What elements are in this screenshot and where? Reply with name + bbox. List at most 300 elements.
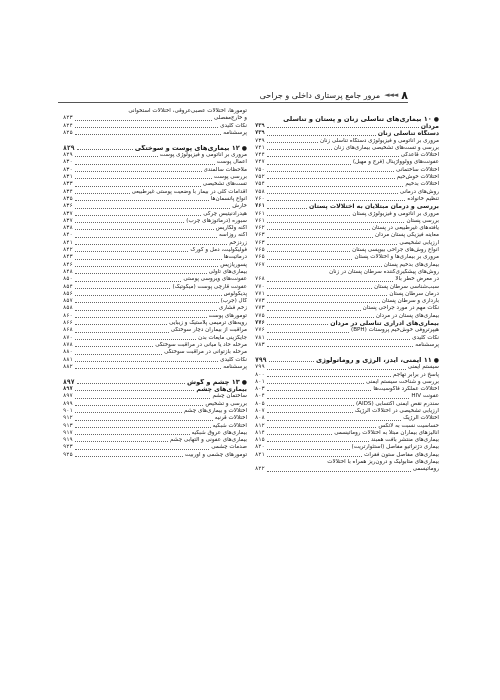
toc-entry (63, 130, 247, 137)
entry-page-number: ۷۳۹ (255, 130, 265, 137)
entry-title: روش‌های پیشگیری‌کننده سرطان پستان در زنان (329, 268, 439, 275)
entry-page-number: ۸۳۶ (63, 203, 73, 210)
entry-page-number: ۹۰۱ (63, 407, 73, 414)
dot-leader (267, 281, 394, 282)
toc-entry (63, 276, 247, 283)
entry-page-number: ۸۰۷ (255, 407, 265, 414)
toc-entry (255, 225, 439, 232)
entry-title: اختلالات عملکرد فاگوسیت‌ها (373, 386, 439, 393)
toc-entry (63, 108, 247, 115)
entry-page-number: ۸۹۷ (63, 386, 73, 393)
entry-page-number: ۸۳۸ (63, 225, 73, 232)
entry-title: روماتیسمی (412, 466, 439, 473)
dot-leader (75, 427, 211, 428)
dot-leader (267, 259, 353, 260)
entry-title: پاسخ در برابر تهاجم (393, 371, 439, 378)
dot-leader (267, 412, 353, 413)
entry-title: ۱۱ ایمنی، ایدز، آلرژی و روماتولوژی (316, 356, 432, 364)
toc-entry (63, 218, 247, 225)
entry-title: تومورها، اختلالات عصبی‌عروقی، اختلالات استخوانی (128, 108, 247, 114)
entry-title: معاینه فیزیکی پستان مردان (374, 232, 439, 239)
toc-entry (255, 305, 439, 312)
dot-leader (267, 222, 405, 223)
entry-title: بررسی و تست‌های تشخیصی بیماری‌های زنان (333, 144, 439, 151)
toc-entry (63, 196, 247, 203)
entry-title: دستگاه تناسلی زنان (377, 130, 439, 138)
chapter-bullet-icon: ● (433, 115, 439, 123)
entry-page-number: ۸۲۱ (255, 451, 265, 458)
toc-entry (63, 269, 247, 276)
dot-leader (267, 471, 411, 472)
toc-entry (63, 393, 247, 400)
toc-entry (63, 327, 247, 334)
entry-title: پرسشنامه (223, 129, 247, 136)
entry-page-number: ۸۴۱ (63, 239, 73, 246)
entry-page-number: ۸۱۲ (255, 422, 265, 429)
dot-leader (75, 222, 185, 223)
entry-page-number: ۸۲۹ (63, 143, 75, 152)
dot-leader (75, 193, 130, 194)
entry-title: مروری بر بیماری‌ها و اختلالات پستان (354, 254, 439, 261)
dot-leader (267, 266, 382, 267)
dot-leader (75, 361, 218, 362)
entry-title: بیماری‌های چشم (196, 386, 247, 394)
toc-entry (63, 181, 247, 188)
entry-page-number: ۸۳۳ (63, 181, 73, 188)
toc-entry (255, 327, 439, 334)
entry-page-number: ۸۸۱ (63, 356, 73, 363)
entry-title: مرحله حاد یا میانی در مراقبت سوختگی (155, 341, 247, 348)
toc-entry (63, 152, 247, 159)
entry-title: نکات کلیدی (220, 356, 247, 363)
entry-title: صدمات چشمی (211, 444, 247, 451)
entry-page-number: ۹۲۵ (63, 451, 73, 458)
entry-page-number: ۸۴۳ (63, 254, 73, 261)
entry-page-number: ۸۵۶ (63, 290, 73, 297)
entry-title: بیماری‌های عروق شبکیه (191, 429, 247, 436)
toc-entry (63, 364, 247, 371)
entry-page-number: ۸۳۱ (63, 174, 73, 181)
entry-page-number: ۸۳۷ (63, 217, 73, 224)
entry-page-number: ۸۳۷ (63, 210, 73, 217)
entry-page-number: ۸۲۳ (63, 115, 73, 122)
entry-page-number: ۷۶۵ (255, 247, 265, 254)
toc-entry (255, 138, 439, 145)
entry-page-number: ۸۹۷ (63, 377, 75, 386)
toc-entry (63, 452, 247, 459)
toc-entry (63, 123, 247, 130)
entry-title: اختلالات قاعدگی (400, 152, 439, 159)
dot-leader (75, 288, 171, 289)
entry-page-number: ۹۱۳ (63, 422, 73, 429)
entry-title: اختلالات قرنیه (214, 415, 247, 422)
toc-entry (63, 298, 247, 305)
entry-page-number: ۷۷۵ (255, 312, 265, 319)
toc-entry (255, 379, 439, 386)
dot-leader (75, 368, 222, 369)
entry-page-number: ۸۲۰ (255, 444, 265, 451)
dot-leader (75, 310, 217, 311)
entry-page-number: ۸۰۰ (255, 371, 265, 378)
dot-leader (269, 361, 315, 362)
entry-title: بیماری‌های منتشر بافت همبند (370, 437, 439, 444)
toc-entry (63, 291, 247, 298)
entry-title: نکات کلیدی (412, 334, 439, 341)
dot-leader (75, 390, 195, 391)
entry-title: اختلالات بدخیم (405, 181, 439, 188)
entry-title: مروری بر آناتومی و فیزیولوژی پوست (159, 152, 247, 159)
entry-page-number: ۸۱۴ (255, 429, 265, 436)
toc-entry (63, 284, 247, 291)
section-heading (255, 130, 439, 137)
entry-title: تومورهای چشمی و اوربیت (184, 451, 247, 458)
dot-leader (75, 324, 167, 325)
toc-entry (255, 167, 439, 174)
entry-page-number: ۷۴۴ (255, 152, 265, 159)
entry-title: سبوره (درماتوزهای چرب) (186, 217, 247, 224)
chapter-heading (63, 143, 247, 152)
entry-title: آکنه روزاسه (218, 232, 247, 239)
entry-title: تومورهای پوست (208, 312, 247, 319)
dot-leader (75, 229, 214, 230)
chapter-heading (63, 377, 247, 386)
entry-page-number: ۷۸۳ (255, 341, 265, 348)
dot-leader (75, 200, 209, 201)
dot-leader (75, 178, 212, 179)
entry-page-number: ۷۵۰ (255, 166, 265, 173)
entry-title: سیستم ایمنی (407, 364, 439, 371)
entry-page-number: ۸۹۷ (63, 393, 73, 400)
dot-leader (267, 171, 394, 172)
entry-page-number: ۷۶۵ (255, 254, 265, 261)
toc-entry (255, 232, 439, 239)
toc-entry (255, 408, 439, 415)
entry-title: خارش (232, 203, 247, 210)
entry-page-number: ۸۳۰ (63, 159, 73, 166)
entry-title: بررسی و شناخت سیستم ایمنی (365, 378, 439, 385)
dot-leader (75, 398, 211, 399)
dot-leader (267, 149, 332, 150)
entry-title: حساسیت نسبت به لاتکس (378, 422, 439, 429)
dot-leader (267, 317, 374, 318)
dot-leader (267, 376, 391, 377)
dot-leader (75, 186, 201, 187)
entry-page-number: ۹۲۳ (63, 444, 73, 451)
dot-leader (267, 434, 332, 435)
dot-leader (267, 237, 373, 238)
entry-title: هیپرتروفی خوش‌خیم پروستات (BPH) (351, 327, 439, 334)
toc-entry (255, 386, 439, 393)
toc-entry (63, 415, 247, 422)
toc-entry (63, 247, 247, 254)
dot-leader (75, 317, 207, 318)
toc-column-right (255, 108, 439, 474)
entry-title: اقدامات کلی در بیمار با وضعیت پوستی غیرطبیعی (131, 188, 247, 195)
toc-entry (255, 452, 439, 459)
entry-page-number: ۸۴۲ (63, 247, 73, 254)
entry-title: بیماری‌های بدخیم پستان (383, 261, 439, 268)
dot-leader (75, 266, 218, 267)
entry-page-number: ۸۴۶ (63, 261, 73, 268)
toc-entry (255, 247, 439, 254)
entry-page-number: ۸۲۹ (63, 152, 73, 159)
entry-title: بیماری‌های پستان در مردان (375, 312, 439, 319)
entry-title: اختلالات خوش‌خیم (396, 174, 439, 181)
toc-entry (63, 232, 247, 239)
dot-leader (75, 339, 196, 340)
toc-entry (255, 181, 439, 188)
entry-page-number: ۸۰۱ (255, 378, 265, 385)
entry-page-number: ۹۱۹ (63, 437, 73, 444)
entry-title: بیماری‌های تاولی (208, 268, 247, 275)
dot-leader (77, 149, 133, 150)
page-number: ۸ (401, 88, 408, 102)
arrow-marks-icon: ◄◄◄ (384, 91, 398, 99)
toc-entry (255, 254, 439, 261)
entry-title: هیدرادنیتیس چرکی (203, 210, 247, 217)
entry-title: آنالیزهای بیماران مبتلا به اختلالات روماتیسمی (334, 429, 439, 436)
entry-title: پرسشنامه (223, 363, 247, 370)
toc-entry (255, 218, 439, 225)
toc-entry (63, 240, 247, 247)
toc-entry (255, 174, 439, 181)
entry-page-number: ۸۳۴ (63, 188, 73, 195)
entry-title: مرحله بازتوانی در مراقبت سوختگی (164, 349, 247, 356)
entry-page-number: ۷۳۹ (255, 123, 265, 129)
entry-page-number: ۷۷۰ (255, 283, 265, 290)
toc-entry (63, 430, 247, 437)
entry-page-number: ۷۷۳ (255, 305, 265, 312)
toc-entry (63, 342, 247, 349)
toc-entry (255, 335, 439, 342)
entry-title: فولیکولیت، دمل و کورک (190, 247, 247, 254)
entry-title: گال (جرب) (220, 298, 247, 305)
entry-title: درمان سرطان پستان (389, 290, 439, 297)
toc-entry (255, 459, 439, 466)
chapter-bullet-icon: ● (433, 356, 439, 364)
entry-title: عفونت HIV (411, 393, 439, 400)
toc-entry (255, 430, 439, 437)
entry-title: اختلالات آلرژیک (403, 415, 439, 422)
dot-leader (267, 295, 388, 296)
dot-leader (267, 456, 362, 457)
entry-page-number: ۷۶۳ (255, 232, 265, 239)
toc-entry (255, 313, 439, 320)
dot-leader (75, 164, 215, 165)
toc-entry (255, 196, 439, 203)
toc-entry (63, 203, 247, 210)
entry-title: مراقبت از بیماران دچار سوختگی (170, 327, 247, 334)
dot-leader (75, 405, 204, 406)
dot-leader (75, 434, 190, 435)
entry-title: ۱۳ چشم و گوش (187, 378, 240, 386)
entry-title: آکنه ولگاریس (215, 225, 247, 232)
toc-entry (63, 211, 247, 218)
entry-page-number: ۷۴۱ (255, 144, 265, 151)
toc-entry (63, 305, 247, 312)
entry-page-number: ۸۲۴ (63, 122, 73, 129)
dot-leader (267, 420, 401, 421)
entry-page-number: ۷۶۳ (255, 239, 265, 246)
dot-leader (267, 164, 351, 165)
dot-leader (267, 156, 399, 157)
entry-page-number: ۷۷۶ (255, 327, 265, 334)
dot-leader (75, 332, 169, 333)
entry-title: نکات مهم در مورد جراحی پستان (362, 305, 439, 312)
toc-entry (255, 159, 439, 166)
section-heading (255, 203, 439, 210)
entry-page-number: ۷۶۱ (255, 217, 265, 224)
entry-page-number: ۷۵۸ (255, 188, 265, 195)
toc-entry (255, 240, 439, 247)
entry-page-number: ۸۲۲ (255, 466, 265, 473)
dot-leader (77, 383, 185, 384)
toc-entry (63, 313, 247, 320)
dot-leader (267, 369, 406, 370)
entry-page-number: ۸۹۹ (63, 400, 73, 407)
dot-leader (267, 229, 370, 230)
entry-page-number: ۷۹۹ (255, 364, 265, 371)
dot-leader (75, 412, 182, 413)
entry-page-number: ۸۸۰ (63, 349, 73, 356)
entry-page-number: ۷۶۱ (255, 210, 265, 217)
toc-column-left (63, 108, 247, 459)
entry-page-number: ۷۷۳ (255, 298, 265, 305)
entry-title: تست‌های تشخیصی (202, 181, 247, 188)
dot-leader (267, 288, 372, 289)
entry-page-number: ۷۶۸ (255, 276, 265, 283)
entry-title: مروری بر آناتومی و فیزیولوژی پستان (352, 210, 439, 217)
dot-leader (267, 244, 398, 245)
dot-leader (267, 346, 414, 347)
entry-page-number: ۷۶۰ (255, 195, 265, 202)
entry-title: سندرم نقص ایمنی اکتسابی (AIDS) (355, 400, 439, 407)
chapter-heading (255, 355, 439, 364)
toc-entry (255, 364, 439, 371)
entry-title: و خارج‌مفصلی (213, 115, 247, 122)
entry-page-number: ۷۵۴ (255, 181, 265, 188)
dot-leader (75, 456, 183, 457)
dot-leader (75, 134, 222, 135)
entry-page-number: ۷۵۲ (255, 174, 265, 181)
entry-title: بیماری دژنراتیو مفاصل (استئوآرتریت) (351, 444, 439, 451)
dot-leader (267, 200, 406, 201)
entry-title: زردزخم (229, 239, 247, 246)
toc-entry (63, 408, 247, 415)
toc-entry (255, 437, 439, 444)
dot-leader (75, 354, 162, 355)
entry-page-number: ۸۰۳ (255, 386, 265, 393)
entry-title: بیماری‌های متابولیک و درون‌ریز همراه با اختلالات (327, 459, 439, 466)
entry-title: عفونت‌های ویروسی پوستی (183, 276, 247, 283)
entry-page-number: ۸۶۶ (63, 320, 73, 327)
entry-title: انواع روش‌های جراحی بیوپسی پستان (352, 247, 439, 254)
entry-page-number: ۸۱۵ (255, 437, 265, 444)
dot-leader (267, 339, 410, 340)
entry-page-number: ۸۰۵ (255, 400, 265, 407)
entry-title: پسوریازیس (220, 261, 247, 268)
toc-entry (63, 225, 247, 232)
toc-entry (255, 189, 439, 196)
toc-entry (63, 262, 247, 269)
chapter-bullet-icon: ● (241, 378, 247, 386)
entry-title: عفونت‌های وولوواژینال (فرج و مهبل) (352, 159, 439, 166)
dot-leader (75, 302, 219, 303)
section-heading (63, 386, 247, 393)
entry-title: مردان (420, 123, 439, 130)
toc-entry (255, 298, 439, 305)
dot-leader (75, 441, 168, 442)
dot-leader (75, 208, 231, 209)
entry-page-number: ۸۵۷ (63, 298, 73, 305)
dot-leader (75, 237, 217, 238)
entry-page-number: ۸۳۰ (63, 166, 73, 173)
toc-entry (63, 115, 247, 122)
dot-leader (75, 346, 154, 347)
toc-entry (255, 269, 439, 276)
entry-page-number: ۸۶۸ (63, 327, 73, 334)
entry-title: درماتیت‌ها (223, 254, 247, 261)
entry-title: اختلالات و بیماری‌های چشم (184, 407, 247, 414)
toc-entry (255, 211, 439, 218)
toc-entry (63, 401, 247, 408)
running-header (58, 88, 408, 102)
dot-leader (75, 273, 207, 274)
entry-title: بررسی و تشخیص (205, 400, 247, 407)
toc-entry (63, 254, 247, 261)
toc-entry (63, 159, 247, 166)
dot-leader (75, 259, 222, 260)
toc-entry (255, 262, 439, 269)
toc-entry (255, 284, 439, 291)
entry-page-number: ۷۶۷ (255, 261, 265, 268)
toc-entry (63, 444, 247, 451)
dot-leader (267, 398, 410, 399)
entry-title: بیماری‌های عفونی و التهابی چشم (169, 437, 247, 444)
entry-page-number: ۷۶۱ (255, 203, 265, 210)
dot-leader (75, 281, 182, 282)
section-heading (255, 320, 439, 327)
toc-entry (255, 372, 439, 379)
entry-page-number: ۷۷۶ (255, 320, 265, 327)
entry-title: در معرض خطر بالا (395, 276, 439, 283)
toc-entry (63, 357, 247, 364)
dot-leader (267, 208, 307, 209)
toc-entry (255, 444, 439, 451)
dot-leader (267, 405, 354, 406)
toc-entry (63, 335, 247, 342)
entry-title: تنظیم خانواده (407, 195, 439, 202)
entry-page-number: ۸۴۰ (63, 232, 73, 239)
dot-leader (75, 171, 202, 172)
dot-leader (267, 383, 364, 384)
section-heading (255, 123, 439, 130)
entry-title: پرسشنامه (415, 341, 439, 348)
dot-leader (267, 449, 350, 450)
book-title: مرور جامع پرستاری داخلی و جراحی (259, 90, 381, 100)
entry-title: ۱۰ بیماری‌های تناسلی زنان و پستان و تناسلی (283, 115, 432, 123)
toc-entry (63, 349, 247, 356)
entry-page-number: ۸۵۰ (63, 276, 73, 283)
entry-title: جایگزینی مایعات بدن (198, 334, 247, 341)
dot-leader (267, 127, 419, 128)
entry-title: پدیکولوس (223, 290, 247, 297)
chapter-heading (255, 114, 439, 123)
entry-page-number: ۹۱۷ (63, 429, 73, 436)
entry-title: ۱۲ بیماری‌های پوست و سوختگی (134, 144, 240, 152)
entry-title: ملاحظات سالمندی (203, 166, 247, 173)
entry-page-number: ۸۴۸ (63, 268, 73, 275)
